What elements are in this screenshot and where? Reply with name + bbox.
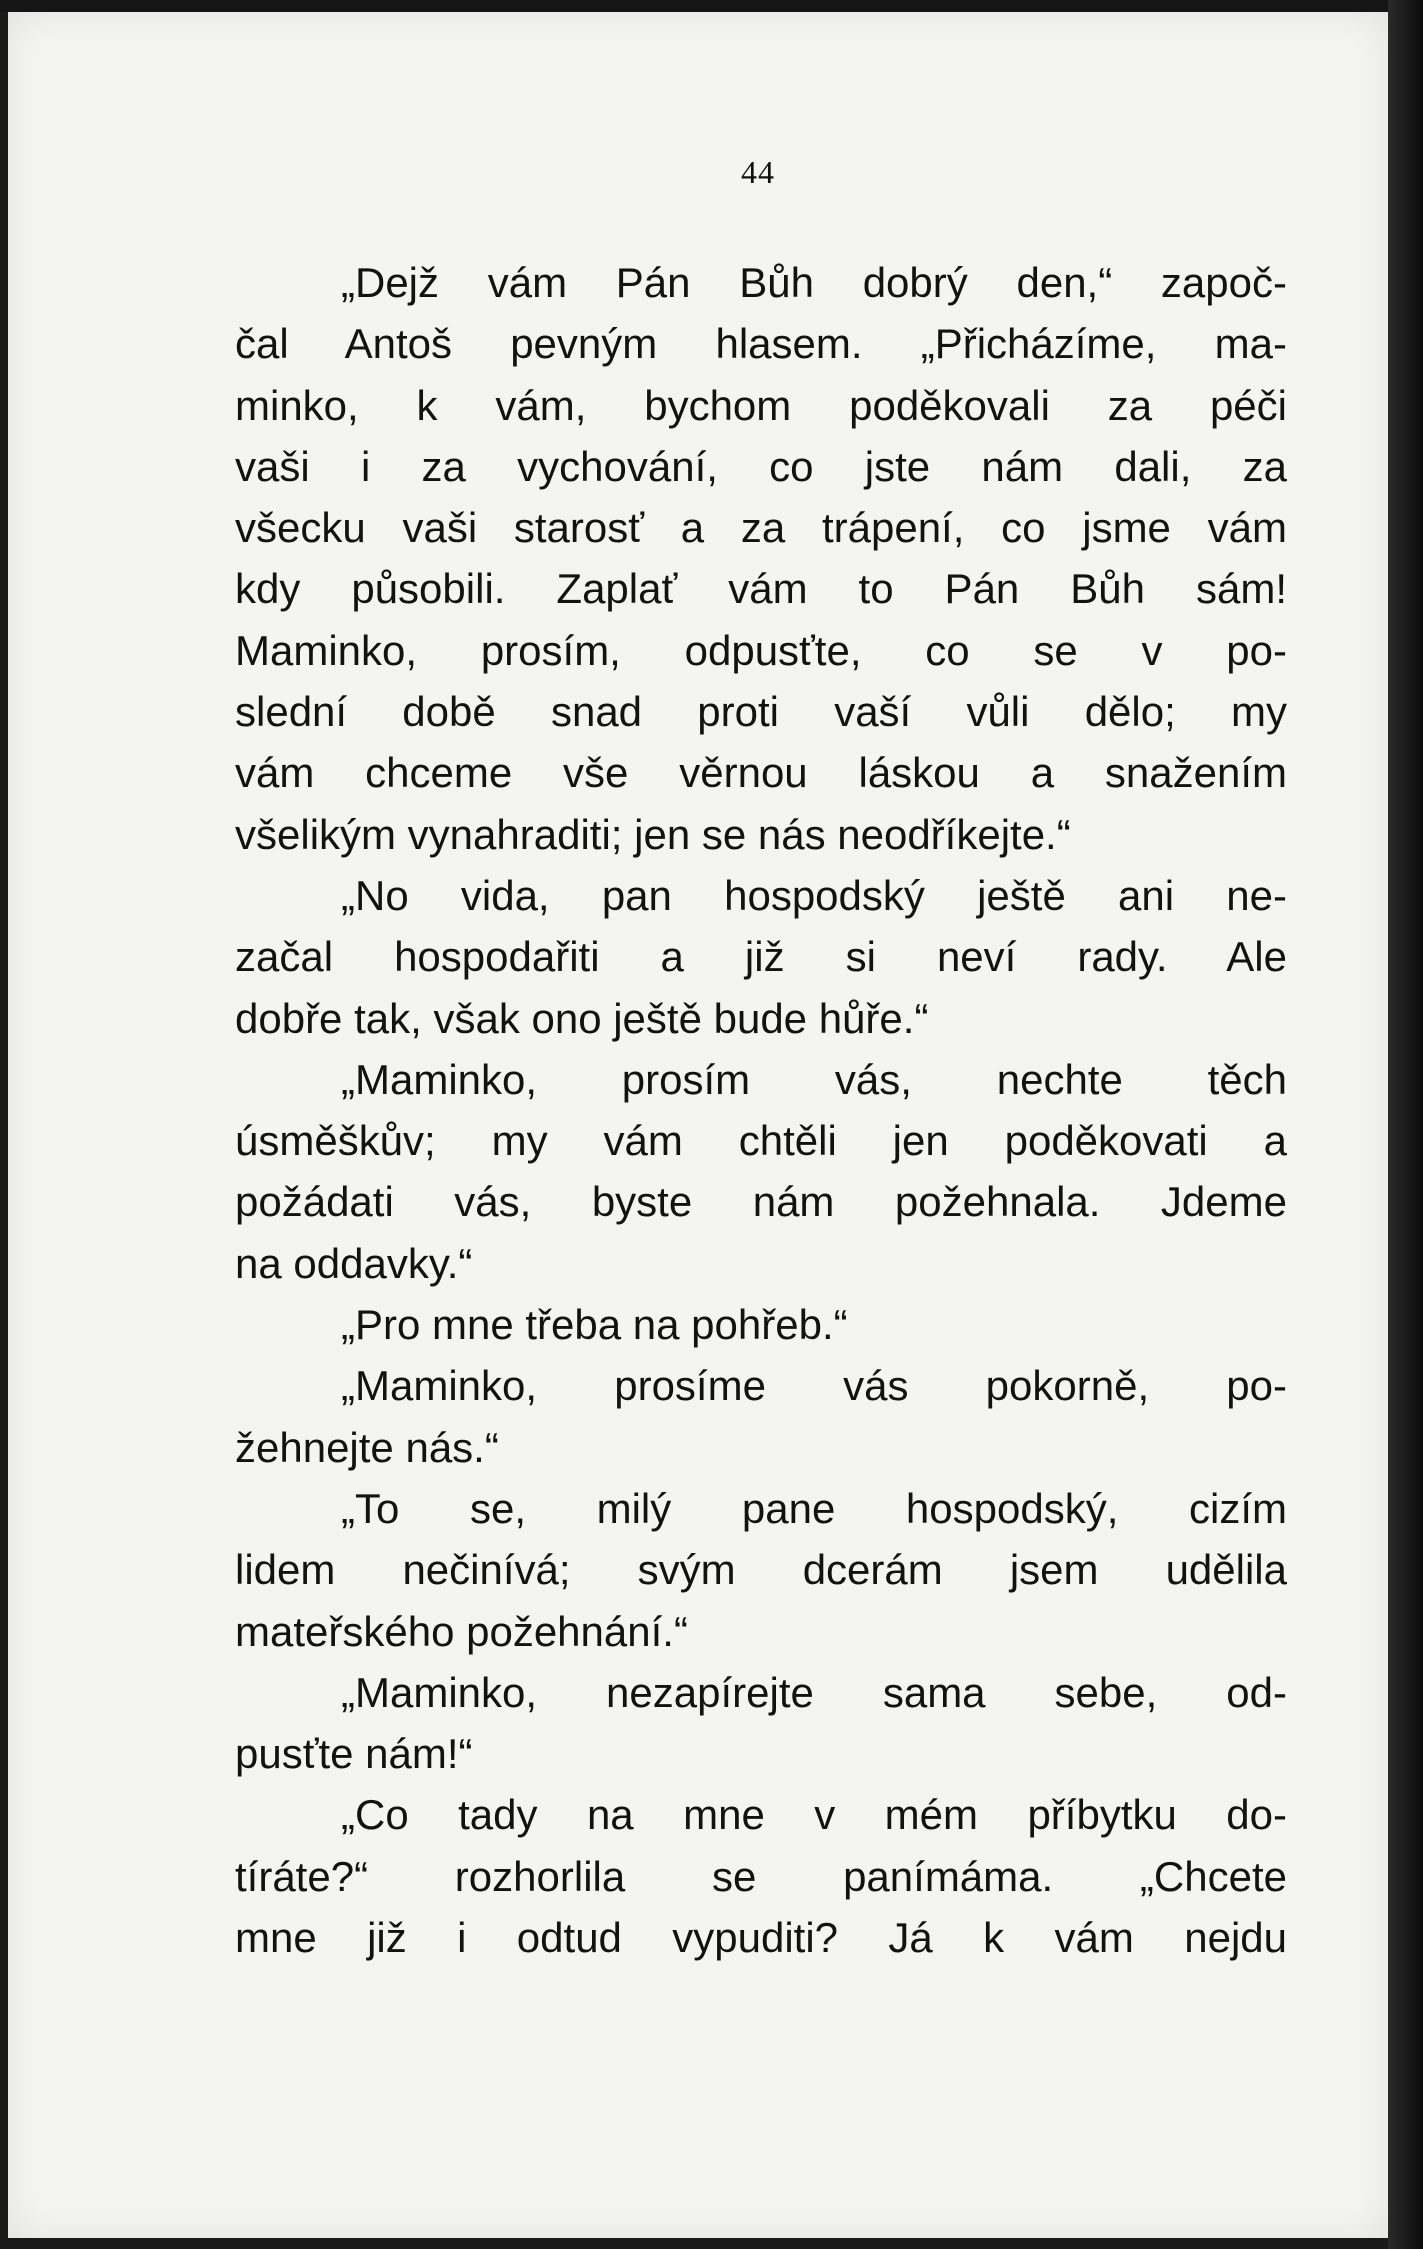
book-page [8,12,1388,2238]
text-line: pusťte nám!“ [235,1730,473,1778]
text-line: úsměškův; my vám chtěli jen poděkovati a [235,1117,1287,1165]
text-line: „Pro mne třeba na pohřeb.“ [341,1301,848,1349]
text-line: „To se, milý pane hospodský, cizím [341,1484,1287,1532]
text-line: dobře tak, však ono ještě bude hůře.“ [235,994,929,1042]
body-text [235,252,1287,1968]
text-line: mateřského požehnání.“ [235,1607,688,1655]
text-line: začal hospodařiti a již si neví rady. Ale [235,933,1287,981]
text-line: slední době snad proti vaší vůli dělo; my [235,688,1287,736]
text-line: „Co tady na mne v mém příbytku do- [341,1791,1287,1839]
text-line: Maminko, prosím, odpusťte, co se v po- [235,626,1287,674]
text-line: kdy působili. Zaplať vám to Pán Bůh sám! [235,565,1287,613]
text-line: „Maminko, nezapírejte sama sebe, od- [341,1668,1287,1716]
text-line: lidem nečinívá; svým dcerám jsem udělila [235,1546,1287,1594]
text-line: minko, k vám, bychom poděkovali za péči [235,381,1287,429]
scan-top-edge [0,0,1423,12]
page-number: 44 [741,154,775,190]
text-line: všecku vaši starosť a za trápení, co jsme vám [235,504,1287,552]
text-line: všelikým vynahraditi; jen se nás neodříkejte.“ [235,810,1071,858]
text-line: mne již i odtud vypuditi? Já k vám nejdu [235,1914,1287,1962]
text-line: na oddavky.“ [235,1239,473,1287]
text-line: čal Antoš pevným hlasem. „Přicházíme, ma- [235,320,1287,368]
text-line: vaši i za vychování, co jste nám dali, za [235,442,1287,490]
text-line: vám chceme vše věrnou láskou a snažením [235,749,1287,797]
scan-right-edge [1388,0,1423,2249]
text-line: tíráte?“ rozhorlila se panímáma. „Chcete [235,1852,1287,1900]
text-line: „Maminko, prosíme vás pokorně, po- [341,1362,1287,1410]
text-line: požádati vás, byste nám požehnala. Jdeme [235,1178,1287,1226]
text-line: „Dejž vám Pán Bůh dobrý den,“ započ- [341,259,1287,306]
text-line: žehnejte nás.“ [235,1423,499,1471]
text-line: „No vida, pan hospodský ještě ani ne- [341,871,1287,919]
text-line: „Maminko, prosím vás, nechte těch [341,1055,1287,1103]
